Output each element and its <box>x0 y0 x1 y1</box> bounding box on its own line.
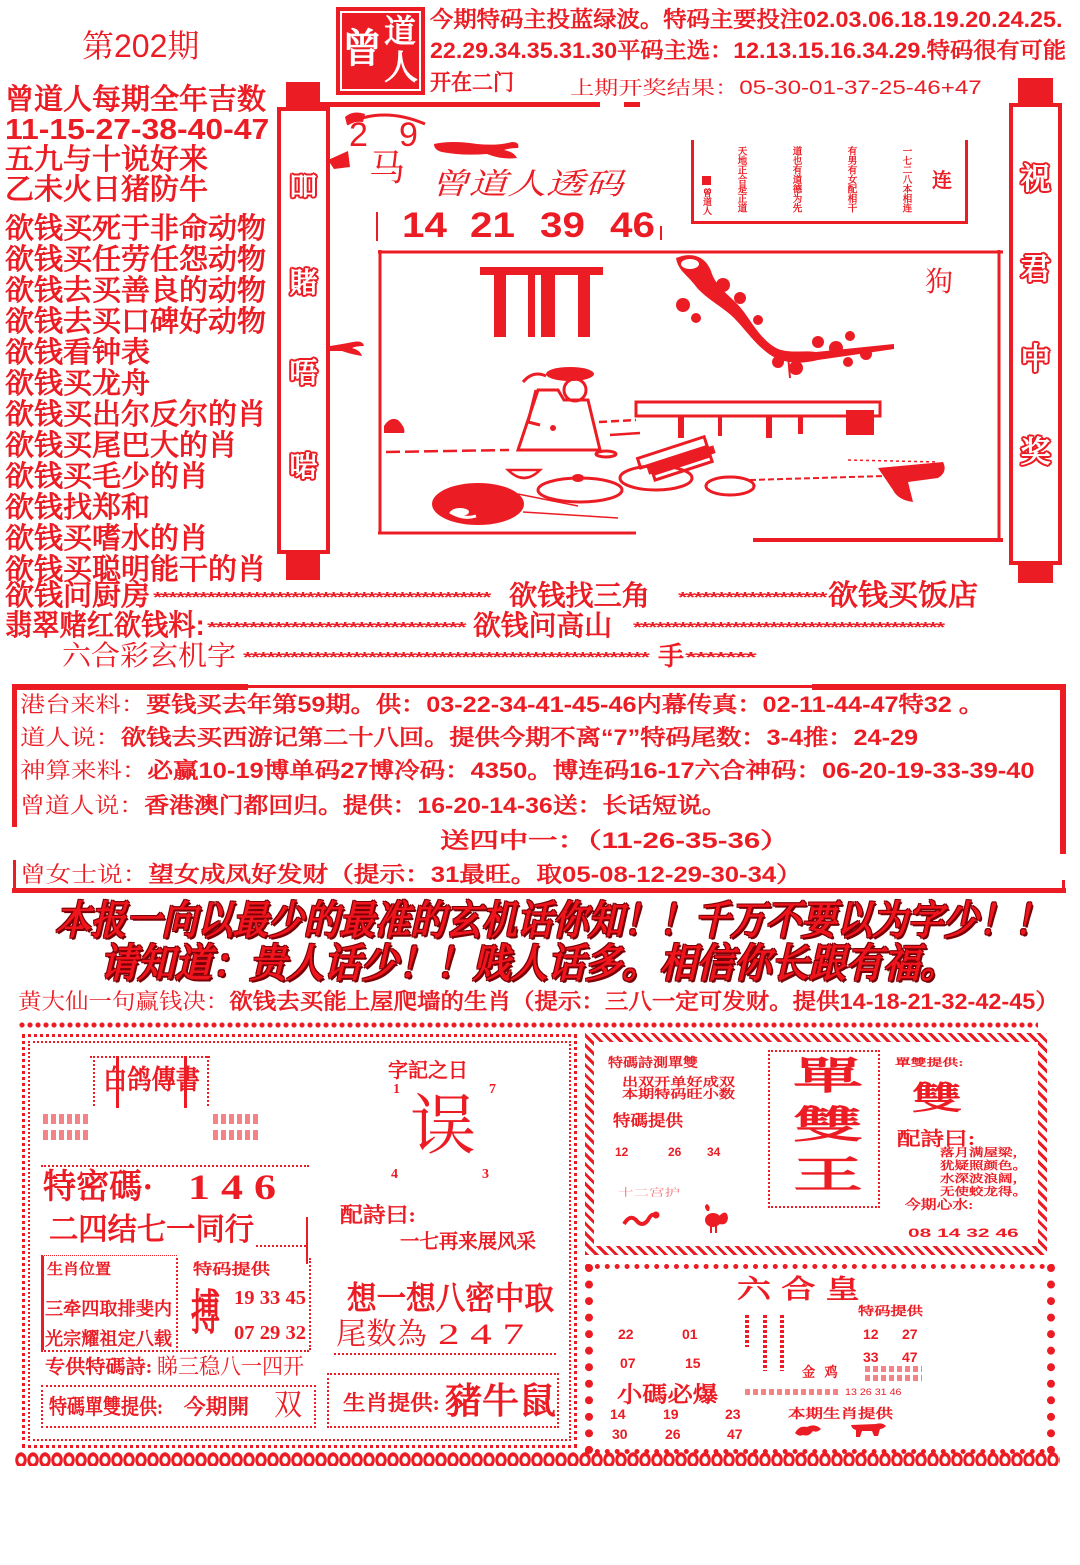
asterisk-filler <box>243 650 649 665</box>
asterisk-filler-text: **************************************************** <box>243 649 649 666</box>
special-provide-char <box>191 1287 221 1340</box>
illegible-caption <box>213 1114 260 1124</box>
info-line-label: 港台来料： <box>20 692 147 717</box>
odd-even-label-text: 特碼單雙提供: <box>49 1395 163 1419</box>
asterisk-filler <box>207 620 465 635</box>
issue-number: 第202期 <box>82 28 200 64</box>
single-double-provide-label-text: 特碼提供 <box>613 1113 684 1130</box>
header-line-2-text: 22.29.34.35.31.30平码主选：12.13.15.16.34.29.特码很有可能 <box>430 38 1067 63</box>
small-number-label <box>617 1384 718 1406</box>
illegible-caption <box>865 1375 922 1381</box>
zeng-daoren-logo <box>336 7 425 95</box>
riddle-item: 欲钱去买口碑好动物 <box>5 306 267 338</box>
riddle-item: 欲钱买聪明能干的肖 <box>5 554 267 586</box>
tail-number-label-text: 尾数為 <box>336 1318 427 1351</box>
left-scroll-top-cap <box>286 82 320 109</box>
left-scroll-bottom-cap <box>286 552 320 580</box>
pigeon-frame-top <box>90 1056 210 1058</box>
poem-heading: 连 <box>932 170 952 192</box>
liuhe-provide-label-text: 特码提供 <box>858 1304 924 1318</box>
secret-code-digits <box>188 1169 276 1205</box>
small-number-label-text: 小碼必爆 <box>617 1382 719 1407</box>
poem-column: 有男有女配相干 <box>845 146 857 213</box>
riddle-item: 欲钱去买善良的动物 <box>5 275 267 307</box>
right-scroll-bottom-cap <box>1018 563 1053 583</box>
info-box-left-accent <box>12 684 17 827</box>
riddle-item: 欲钱买尾巴大的肖 <box>5 430 238 462</box>
yearly-title: 曾道人每期全年吉数 <box>5 84 267 116</box>
info-line-label: 道人说： <box>20 725 122 750</box>
divider-vertical <box>306 1217 308 1264</box>
golden-rooster-label <box>802 1367 847 1381</box>
illegible-vertical-caption <box>780 1315 784 1371</box>
single-double-tip-numbers <box>908 1227 1018 1239</box>
tiger-icon <box>850 1421 887 1439</box>
liuhe-number: 01 <box>682 1326 698 1342</box>
single-double-number: 26 <box>668 1145 682 1159</box>
king-char-text: 王 <box>793 1155 864 1197</box>
liuhe-huang-title-text: 六合皇 <box>737 1275 871 1304</box>
divider-vertical <box>176 1258 178 1348</box>
info-line <box>20 864 802 886</box>
small-grid-number: 47 <box>727 1426 743 1442</box>
zodiac-provide-value-text: 豬牛鼠 <box>445 1381 557 1421</box>
special-provide-row-text: 07 29 32 <box>234 1322 307 1344</box>
phrase <box>49 1214 254 1245</box>
info-line <box>20 795 727 817</box>
single-double-number: 12 <box>615 1145 629 1159</box>
riddle-row-2-a-text: 翡翠赌红欲钱料: <box>5 610 205 642</box>
last-draw-label: 上期开奖结果： <box>570 78 740 99</box>
header-line-1-text: 今期特码主投蓝绿波。特码主要投注02.03.06.18.19.20.24.25. <box>430 7 1063 32</box>
liuhe-number: 15 <box>685 1355 701 1371</box>
info-line <box>20 760 1034 782</box>
illegible-caption <box>745 1389 841 1395</box>
zodiac-provide-label-text: 生肖提供: <box>343 1391 441 1415</box>
pigeon-frame-line <box>207 1056 209 1106</box>
single-double-verse-line-text: 犹疑照颜色。 <box>940 1160 1027 1172</box>
right-scroll-top-cap <box>1018 78 1053 104</box>
tip-top-number: 2 <box>349 116 368 154</box>
single-double-verse-line <box>940 1161 1027 1172</box>
tip-number-text: 21 <box>470 206 515 245</box>
slogan-line-1 <box>55 898 1050 943</box>
riddle-row-3-a <box>62 642 236 670</box>
illegible-vertical-caption <box>763 1315 767 1371</box>
single-double-provide-label <box>613 1114 683 1130</box>
illegible-caption <box>43 1114 91 1124</box>
yearly-lucky-block <box>5 85 269 205</box>
odd-even-prefix <box>184 1397 249 1418</box>
zodiac-position-line <box>45 1300 172 1318</box>
think-text-inner: 想一想八密中取 <box>347 1280 554 1316</box>
header-underline-segment <box>624 102 640 107</box>
phrase-text: 二四结七一同行 <box>49 1212 255 1247</box>
poem-column: 道也有道德为先 <box>790 146 802 213</box>
riddle-row-1-c-text: 欲钱买饭店 <box>828 580 978 612</box>
single-double-title <box>608 1056 698 1069</box>
tip-number <box>610 208 655 243</box>
info-line <box>20 694 984 716</box>
info-box-top-accent <box>812 684 1065 690</box>
pigeon-frame-line <box>93 1056 95 1106</box>
asterisk-filler <box>685 650 755 665</box>
riddle-row-2-b <box>473 612 612 640</box>
single-double-tip-label <box>905 1198 973 1211</box>
king-char-text: 單 <box>793 1056 864 1098</box>
left-scroll-char: 唔 <box>289 357 318 388</box>
info-line-text: 必赢10-19博单码27博冷码：4350。博连码16-17六合神码：06-20-19-33-39-40 <box>147 758 1035 783</box>
info-box-gap <box>9 827 19 860</box>
right-scroll-char: 中 <box>1020 343 1051 376</box>
yearly-numbers <box>5 115 269 145</box>
header-underline <box>318 102 600 107</box>
single-double-right-label <box>895 1059 963 1069</box>
special-provide-label <box>193 1263 270 1278</box>
small-grid-number: 30 <box>612 1426 628 1442</box>
illegible-caption <box>213 1130 260 1140</box>
riddle-row-1-a: 欲钱问厨房 <box>5 580 151 612</box>
divider <box>256 1245 306 1247</box>
single-double-verse-line <box>940 1148 1027 1159</box>
divider <box>334 1353 556 1355</box>
tail-number-label <box>336 1320 427 1350</box>
word-day-corner-number: 7 <box>489 1082 496 1097</box>
tip-number-text: 39 <box>540 206 585 245</box>
small-grid-number: 26 <box>665 1426 681 1442</box>
info-line-text: 要钱买去年第59期。供：03-22-34-41-45-46内幕传真：02-11-44-47特32 。 <box>146 692 985 717</box>
header-line-3-text: 开在二门 <box>430 70 515 95</box>
special-provide-row-text: 19 33 45 <box>234 1287 307 1309</box>
single-double-right-value <box>912 1082 962 1114</box>
riddle-item: 欲钱买任劳任怨动物 <box>5 244 267 276</box>
riddle-item: 欲钱找郑和 <box>5 492 151 524</box>
left-scroll-char: 啱 <box>289 451 318 482</box>
golden-rooster-label-text: 金鸡 <box>802 1366 848 1381</box>
info-line-text: 香港澳门都回归。提供：16-20-14-36送：长话短说。 <box>144 793 727 818</box>
odd-even-value <box>274 1391 302 1421</box>
secret-code-label-text: 特密碼· <box>43 1169 154 1206</box>
single-double-verse-line-text: 水深波浪阔， <box>940 1173 1027 1185</box>
poem-column: 天地正合是正道 <box>735 146 747 213</box>
logo-char-zeng: 曾 <box>342 27 382 71</box>
poem-signature: 曾道人 <box>702 188 712 215</box>
logo-char-ren: 人 <box>384 49 418 87</box>
header-line-3 <box>430 72 514 94</box>
liuhe-zodiac-label-text: 本期生肖提供 <box>788 1406 894 1421</box>
ornament-wave-border <box>15 1452 1060 1466</box>
special-poem-text-inner: 睇三稳八一四开 <box>157 1354 305 1379</box>
brush-pointer-icon <box>328 338 366 358</box>
odd-even-value-text: 双 <box>274 1389 302 1422</box>
secret-code-label <box>43 1171 153 1205</box>
small-row-numbers <box>845 1388 902 1397</box>
info-line-text: 送四中一：（11-26-35-36） <box>440 828 790 853</box>
asterisk-filler-text: ******************************* <box>207 619 465 636</box>
single-double-right-label-text: 單雙提供: <box>895 1058 964 1069</box>
verse-label <box>340 1205 416 1226</box>
left-scroll-char: 吅 <box>289 171 318 202</box>
rooster-icon <box>701 1204 729 1234</box>
slogan-line-1-text: 本报一向以最少的最准的玄机话你知！！千万不要以为字少！！ <box>55 898 1050 943</box>
asterisk-filler <box>678 590 826 605</box>
liuhe-number: 12 <box>863 1326 879 1342</box>
poem-seal-mark <box>702 176 711 185</box>
single-double-poem-line <box>622 1088 735 1100</box>
brush-stroke-icon <box>432 138 522 164</box>
odd-even-label <box>49 1397 163 1418</box>
liuhe-number: 27 <box>902 1326 918 1342</box>
illegible-vertical-caption <box>745 1315 749 1347</box>
scene-illustration <box>378 250 1003 542</box>
info-line <box>440 830 790 852</box>
info-box-bottom-accent <box>12 888 1066 893</box>
verse-label-text: 配詩曰: <box>340 1203 417 1227</box>
tip-title <box>430 170 623 200</box>
info-box-top-accent <box>13 684 248 690</box>
tip-comma-mark <box>660 226 662 240</box>
illegible-caption <box>43 1130 91 1140</box>
divider <box>41 1350 309 1352</box>
divider-vertical <box>309 1258 311 1350</box>
asterisk-filler <box>153 590 490 605</box>
slogan-line-2-text: 请知道：贵人话少！！贱人话多。相信你长跟有福。 <box>100 941 958 986</box>
zodiac-position-label <box>47 1263 111 1278</box>
tip-number <box>470 208 515 243</box>
riddle-row-2-a <box>5 612 205 641</box>
secret-code-digits-text: 1 4 6 <box>188 1167 276 1207</box>
liuhe-huang-title <box>737 1277 870 1303</box>
pigeon-title-text: 白鸽傳書 <box>103 1065 200 1095</box>
yearly-numbers-text: 11-15-27-38-40-47 <box>5 114 270 146</box>
monkey-icon <box>793 1421 823 1439</box>
brush-pointer-icon <box>326 149 352 171</box>
poem-box <box>691 140 968 224</box>
liuhe-provide-label <box>858 1305 923 1317</box>
logo-char-dao: 道 <box>384 13 417 49</box>
word-day-corner-number: 4 <box>391 1167 398 1182</box>
last-draw-result-inner <box>570 79 982 98</box>
verse-text-inner: 一七再来展风采 <box>400 1231 536 1253</box>
tip-number <box>540 208 585 243</box>
riddle-item: 欲钱买毛少的肖 <box>5 461 209 493</box>
small-grid-number: 14 <box>610 1406 626 1422</box>
info-line-label: 神算来料： <box>20 758 148 783</box>
right-scroll-char: 奖 <box>1020 436 1051 469</box>
info-box-right-accent <box>1060 684 1066 854</box>
special-provide-row <box>234 1288 306 1308</box>
riddle-item: 欲钱买龙舟 <box>5 368 151 400</box>
tip-title-text: 曾道人透码 <box>430 168 624 201</box>
slogan-line-2 <box>100 941 958 986</box>
tip-number-text: 14 <box>402 206 447 245</box>
riddle-item: 欲钱看钟表 <box>5 337 151 369</box>
zodiac-position-label-text: 生肖位置 <box>47 1262 112 1278</box>
info-line-text: 望女成凤好发财（提示：31最旺。取05-08-12-29-30-34） <box>148 862 802 887</box>
riddle-row-3-a-text: 六合彩玄机字 <box>62 640 237 671</box>
small-row-numbers-text: 13 26 31 46 <box>845 1387 902 1397</box>
zodiac-position-line-text: 三牵四取排斐内 <box>45 1299 173 1319</box>
think-text <box>347 1282 554 1314</box>
riddle-row-1-c <box>828 582 978 611</box>
liuhe-number: 33 <box>863 1349 879 1365</box>
asterisk-filler-text: ******* <box>685 649 755 666</box>
liuhe-number: 47 <box>902 1349 918 1365</box>
tip-top-number: 9 <box>399 116 418 154</box>
special-poem-label <box>45 1358 152 1377</box>
tail-numbers-text: 2 4 7 <box>438 1318 524 1351</box>
tip-divider <box>376 212 378 241</box>
left-scroll-char: 賭 <box>289 267 318 298</box>
asterisk-filler-text: ******************************************** <box>153 589 490 606</box>
king-char-text: 雙 <box>793 1105 864 1147</box>
single-double-poem-line-text: 出双开单好成双 <box>622 1075 736 1089</box>
riddle-item: 欲钱买出尔反尔的肖 <box>5 399 267 431</box>
info-line-label: 曾女士说： <box>20 862 149 887</box>
wong-tai-sin-line <box>18 991 1058 1013</box>
right-scroll-char: 祝 <box>1020 163 1051 196</box>
info-line <box>20 727 918 749</box>
asterisk-filler-text: ***************************************** <box>633 619 944 636</box>
single-double-number: 34 <box>707 1145 721 1159</box>
guard-label <box>618 1189 680 1199</box>
liuhe-number: 22 <box>618 1326 634 1342</box>
special-poem-label-text: 专供特碼詩: <box>45 1357 153 1378</box>
word-day-char: 误 <box>410 1090 476 1163</box>
illegible-caption <box>865 1366 922 1372</box>
right-scroll-char: 君 <box>1020 253 1051 286</box>
ornament-row <box>18 1021 1038 1030</box>
guard-label-text: 十二宫护 <box>618 1188 680 1199</box>
special-provide-label-text: 特码提供 <box>193 1262 271 1278</box>
single-double-tip-numbers-text: 08 14 32 46 <box>908 1226 1019 1240</box>
single-double-tip-label-text: 今期心水: <box>905 1197 974 1212</box>
riddle-row-1-b <box>509 582 650 610</box>
riddle-row-1-b-text: 欲钱找三角 <box>509 580 650 611</box>
yearly-hint-2: 乙未火日猪防牛 <box>5 174 209 206</box>
tip-number-text: 46 <box>610 206 655 245</box>
tip-number <box>402 208 447 243</box>
wong-tai-sin-text: 欲钱去买能上屋爬墙的生肖（提示：三八一定可发财。提供14-18-21-32-42-45） <box>229 989 1059 1014</box>
info-line-text: 欲钱去买西游记第二十八回。提供今期不离“7”特码尾数：3-4推：24-29 <box>121 725 919 750</box>
special-poem-text <box>157 1356 304 1378</box>
single-double-poem-line-text: 本期特码旺小数 <box>622 1087 736 1101</box>
poem-column: 一七二八本相连 <box>900 146 912 213</box>
word-day-corner-number: 3 <box>482 1167 489 1182</box>
single-double-verse-line-text: 无使蛟龙得。 <box>940 1186 1027 1198</box>
liuhe-zodiac-label <box>788 1407 893 1420</box>
small-grid-number: 23 <box>725 1406 741 1422</box>
liuhe-number: 07 <box>620 1355 636 1371</box>
last-draw-result <box>570 79 982 98</box>
riddle-item: 欲钱买嗜水的肖 <box>5 523 209 555</box>
word-day-title-text: 字記之日 <box>388 1060 468 1082</box>
king-char <box>793 1107 863 1145</box>
zodi ac-provide-label <box>343 1393 440 1414</box>
snake-icon <box>622 1206 660 1232</box>
header-line-1 <box>430 9 1063 31</box>
zodiac-position-line <box>45 1330 172 1348</box>
single-double-right-value-text: 雙 <box>912 1080 963 1116</box>
word-day-corner-number: 1 <box>393 1082 400 1097</box>
verse-text <box>400 1232 536 1252</box>
asterisk-filler-text: ******************* <box>678 589 826 606</box>
asterisk-filler <box>633 620 943 635</box>
riddle-list <box>5 214 266 586</box>
yearly-hint-1: 五九与十说好来 <box>5 144 209 176</box>
special-provide-char-text: 搏 <box>191 1287 221 1340</box>
odd-even-prefix-text: 今期開 <box>184 1395 250 1419</box>
header-line-2 <box>430 40 1066 62</box>
single-double-verse-label-text: 配詩曰: <box>897 1129 976 1150</box>
king-char <box>793 1157 863 1195</box>
riddle-row-2-b-text: 欲钱问高山 <box>473 610 613 641</box>
wong-tai-sin-label: 黄大仙一句赢钱决： <box>18 989 230 1014</box>
zodiac-position-line-text: 光宗耀祖定八载 <box>45 1329 173 1349</box>
pigeon-title <box>103 1067 200 1094</box>
tail-numbers <box>438 1320 524 1350</box>
riddle-item: 欲钱买死于非命动物 <box>5 213 267 245</box>
special-provide-row <box>234 1323 306 1343</box>
single-double-title-text: 特碼詩測單雙 <box>608 1055 699 1070</box>
riddle-row-3-b: 手 <box>658 641 685 671</box>
info-box-gap <box>1059 854 1069 880</box>
word-day-title <box>388 1061 468 1081</box>
small-grid-number: 19 <box>663 1406 679 1422</box>
zodiac-provide-value <box>445 1383 556 1419</box>
single-double-verse-line <box>940 1174 1027 1185</box>
info-line-label: 曾道人说： <box>20 793 145 818</box>
last-draw-numbers: 05-30-01-37-25-46+47 <box>739 78 982 99</box>
picture-zodiac-label: 狗 <box>925 266 954 297</box>
king-char <box>793 1058 863 1096</box>
tip-zodiac: 马 <box>369 147 406 188</box>
single-double-verse-line-text: 落月满屋梁， <box>940 1147 1027 1159</box>
